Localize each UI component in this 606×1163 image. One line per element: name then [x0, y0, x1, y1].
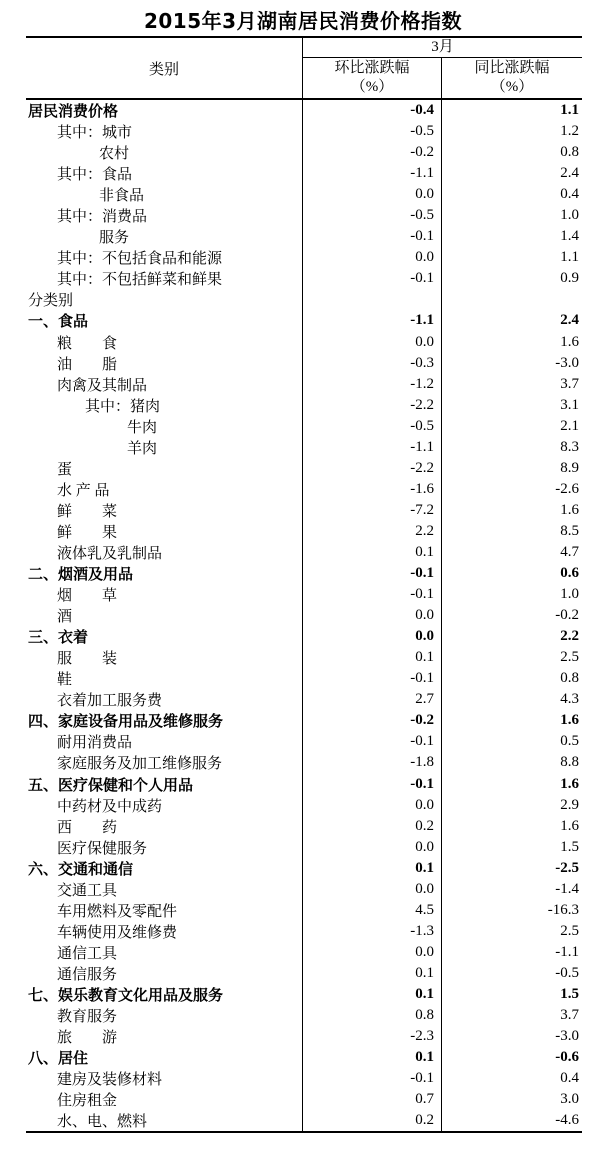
- row-label: 油 脂: [26, 353, 303, 374]
- mom-value: 0.1: [303, 858, 442, 879]
- row-label: 农村: [26, 142, 303, 163]
- cpi-table: [26, 36, 582, 1133]
- row-label: 车辆使用及维修费: [26, 921, 303, 942]
- row-label: 七、娱乐教育文化用品及服务: [26, 984, 303, 1005]
- mom-value: -1.6: [303, 479, 442, 500]
- table-row: [26, 605, 582, 626]
- yoy-value: 3.7: [560, 1007, 579, 1024]
- row-label: 五、医疗保健和个人用品: [26, 774, 303, 795]
- page-title: 2015年3月湖南居民消费价格指数: [143, 9, 463, 33]
- row-label: 分类别: [26, 289, 303, 310]
- yoy-value: 3.1: [560, 396, 579, 413]
- row-label: 交通工具: [26, 879, 303, 900]
- table-row: [26, 416, 582, 437]
- yoy-value: 0.8: [560, 144, 579, 161]
- yoy-value: 2.5: [560, 649, 579, 666]
- mom-value: 0.0: [303, 879, 442, 900]
- mom-value: 0.0: [303, 332, 442, 353]
- table-row: [26, 289, 582, 310]
- yoy-value: 1.6: [560, 501, 579, 518]
- table-row: [26, 458, 582, 479]
- table-row: [26, 858, 582, 879]
- table-row: [26, 163, 582, 184]
- table-row: [26, 900, 582, 921]
- table-row: [26, 752, 582, 773]
- table-header: [26, 38, 582, 100]
- row-label: 旅 游: [26, 1026, 303, 1047]
- table-row: [26, 184, 582, 205]
- table-row: [26, 647, 582, 668]
- row-label: 鲜 果: [26, 521, 303, 542]
- table-row: [26, 437, 582, 458]
- table-row: [26, 374, 582, 395]
- mom-value: -0.3: [303, 353, 442, 374]
- row-label: 四、家庭设备用品及维修服务: [26, 710, 303, 731]
- table-row: [26, 774, 582, 795]
- row-label: 三、衣着: [26, 626, 303, 647]
- yoy-value: 0.6: [560, 565, 579, 582]
- mom-value: -1.1: [303, 437, 442, 458]
- mom-value: 4.5: [303, 900, 442, 921]
- mom-value: 0.1: [303, 542, 442, 563]
- table-row: [26, 1110, 582, 1131]
- row-label: 通信工具: [26, 942, 303, 963]
- yoy-value: 1.1: [560, 249, 579, 266]
- row-label: 其中：不包括鲜菜和鲜果: [26, 268, 303, 289]
- row-label: 其中：食品: [26, 163, 303, 184]
- row-label: 居民消费价格: [26, 100, 303, 121]
- row-label: 医疗保健服务: [26, 837, 303, 858]
- mom-value: -1.3: [303, 921, 442, 942]
- mom-value: 0.7: [303, 1089, 442, 1110]
- yoy-value: -16.3: [547, 901, 579, 918]
- mom-value: -0.1: [303, 774, 442, 795]
- mom-value: -0.1: [303, 668, 442, 689]
- yoy-value: -0.2: [555, 607, 579, 624]
- table-row: [26, 479, 582, 500]
- table-row: [26, 205, 582, 226]
- mom-value: 0.0: [303, 184, 442, 205]
- yoy-value: 8.8: [560, 754, 579, 771]
- mom-value: 0.0: [303, 942, 442, 963]
- yoy-value: -3.0: [555, 354, 579, 371]
- table-row: [26, 521, 582, 542]
- mom-value: -1.1: [303, 310, 442, 331]
- mom-value: 0.0: [303, 247, 442, 268]
- column-header-mom: [303, 58, 442, 98]
- yoy-value: 0.9: [560, 270, 579, 287]
- table-row: [26, 1068, 582, 1089]
- mom-value: 0.0: [303, 605, 442, 626]
- table-row: [26, 247, 582, 268]
- table-row: [26, 984, 582, 1005]
- table-row: [26, 837, 582, 858]
- mom-value: -2.2: [303, 395, 442, 416]
- table-row: [26, 816, 582, 837]
- yoy-value: 2.2: [560, 628, 579, 645]
- mom-header-unit: （%）: [350, 79, 394, 95]
- yoy-value: -0.6: [555, 1049, 579, 1066]
- yoy-value: 1.5: [560, 985, 579, 1002]
- mom-value: -0.5: [303, 205, 442, 226]
- row-label: 服务: [26, 226, 303, 247]
- row-label: 烟 草: [26, 584, 303, 605]
- mom-value: 0.0: [303, 626, 442, 647]
- table-body: [26, 100, 582, 1133]
- yoy-value: 2.9: [560, 796, 579, 813]
- table-row: [26, 942, 582, 963]
- row-label: 中药材及中成药: [26, 795, 303, 816]
- yoy-value: 1.1: [560, 102, 579, 119]
- row-label: 通信服务: [26, 963, 303, 984]
- row-label: 车用燃料及零配件: [26, 900, 303, 921]
- row-label: 教育服务: [26, 1005, 303, 1026]
- row-label: 西 药: [26, 816, 303, 837]
- table-row: [26, 268, 582, 289]
- table-row: [26, 100, 582, 121]
- mom-value: -1.1: [303, 163, 442, 184]
- row-label: 其中：猪肉: [26, 395, 303, 416]
- table-row: [26, 668, 582, 689]
- row-label: 粮 食: [26, 332, 303, 353]
- yoy-value: 2.5: [560, 922, 579, 939]
- mom-value: -0.1: [303, 226, 442, 247]
- table-row: [26, 731, 582, 752]
- yoy-value: 8.3: [560, 438, 579, 455]
- yoy-value: -1.4: [555, 880, 579, 897]
- row-label: 二、烟酒及用品: [26, 563, 303, 584]
- table-row: [26, 795, 582, 816]
- mom-value: -0.1: [303, 268, 442, 289]
- yoy-value: 1.4: [560, 228, 579, 245]
- mom-value: 0.1: [303, 1047, 442, 1068]
- row-label: 建房及装修材料: [26, 1068, 303, 1089]
- table-row: [26, 626, 582, 647]
- yoy-value: -0.5: [555, 964, 579, 981]
- mom-value: -0.5: [303, 416, 442, 437]
- column-header-category: 类别: [26, 38, 303, 98]
- yoy-value: 1.2: [560, 123, 579, 140]
- yoy-value: 1.6: [560, 712, 579, 729]
- table-row: [26, 1005, 582, 1026]
- mom-value: -1.8: [303, 752, 442, 773]
- table-row: [26, 1026, 582, 1047]
- value-column-headers: [303, 58, 582, 98]
- row-label: 其中：消费品: [26, 205, 303, 226]
- mom-value: -0.4: [303, 100, 442, 121]
- mom-value: -0.5: [303, 121, 442, 142]
- yoy-value: 3.7: [560, 375, 579, 392]
- yoy-value: 3.0: [560, 1091, 579, 1108]
- row-label: 耐用消费品: [26, 731, 303, 752]
- mom-value: -0.2: [303, 142, 442, 163]
- mom-value: -1.2: [303, 374, 442, 395]
- yoy-value: 1.5: [560, 838, 579, 855]
- yoy-value: 1.6: [560, 817, 579, 834]
- yoy-value: 8.5: [560, 522, 579, 539]
- row-label: 蛋: [26, 458, 303, 479]
- mom-value: 0.8: [303, 1005, 442, 1026]
- row-label: 肉禽及其制品: [26, 374, 303, 395]
- table-row: [26, 332, 582, 353]
- yoy-value: 2.4: [560, 312, 579, 329]
- table-row: [26, 1089, 582, 1110]
- row-label: 水、电、燃料: [26, 1110, 303, 1131]
- yoy-value: 0.8: [560, 670, 579, 687]
- row-label: 液体乳及乳制品: [26, 542, 303, 563]
- yoy-value: 0.5: [560, 733, 579, 750]
- row-label: 非食品: [26, 184, 303, 205]
- yoy-value: 4.7: [560, 544, 579, 560]
- row-label: 服 装: [26, 647, 303, 668]
- yoy-value: 1.6: [560, 333, 579, 350]
- yoy-header-unit: （%）: [490, 79, 534, 95]
- table-row: [26, 689, 582, 710]
- mom-value: 2.7: [303, 689, 442, 710]
- table-row: [26, 879, 582, 900]
- mom-value: 0.0: [303, 795, 442, 816]
- table-row: [26, 500, 582, 521]
- row-label: 鞋: [26, 668, 303, 689]
- mom-value: -7.2: [303, 500, 442, 521]
- mom-value: -2.2: [303, 458, 442, 479]
- row-label: 衣着加工服务费: [26, 689, 303, 710]
- table-row: [26, 584, 582, 605]
- mom-value: 0.1: [303, 963, 442, 984]
- yoy-value: 0.4: [560, 1070, 579, 1087]
- table-row: [26, 121, 582, 142]
- mom-value: -0.1: [303, 584, 442, 605]
- row-label: 其中：城市: [26, 121, 303, 142]
- column-header-yoy: [442, 58, 582, 98]
- mom-value: [303, 289, 442, 310]
- row-label: 水 产 品: [26, 479, 303, 500]
- table-row: [26, 963, 582, 984]
- table-row: [26, 395, 582, 416]
- mom-value: -0.1: [303, 1068, 442, 1089]
- column-group-month: 3月: [303, 38, 582, 58]
- mom-value: -0.1: [303, 731, 442, 752]
- table-row: [26, 142, 582, 163]
- table-row: [26, 921, 582, 942]
- yoy-header-label: 同比涨跌幅: [474, 60, 550, 76]
- mom-value: -2.3: [303, 1026, 442, 1047]
- yoy-value: 0.4: [560, 186, 579, 203]
- row-label: 牛肉: [26, 416, 303, 437]
- mom-value: 0.0: [303, 837, 442, 858]
- row-label: 八、居住: [26, 1047, 303, 1068]
- yoy-value: -2.5: [555, 859, 579, 876]
- yoy-value: 4.3: [560, 691, 579, 708]
- yoy-value: 1.6: [560, 775, 579, 792]
- mom-value: 0.2: [303, 1110, 442, 1131]
- yoy-value: 8.9: [560, 459, 579, 476]
- yoy-value: 1.0: [560, 586, 579, 603]
- mom-value: -0.1: [303, 563, 442, 584]
- mom-value: 0.1: [303, 984, 442, 1005]
- table-row: [26, 353, 582, 374]
- table-row: [26, 1047, 582, 1068]
- mom-value: 0.2: [303, 816, 442, 837]
- mom-value: 2.2: [303, 521, 442, 542]
- yoy-value: -4.6: [555, 1112, 579, 1129]
- table-row: [26, 226, 582, 247]
- row-label: 其中：不包括食品和能源: [26, 247, 303, 268]
- table-row: [26, 310, 582, 331]
- yoy-value: -2.6: [555, 480, 579, 497]
- yoy-value: 2.1: [560, 417, 579, 434]
- row-label: 羊肉: [26, 437, 303, 458]
- table-row: [26, 542, 582, 563]
- table-row: [26, 710, 582, 731]
- row-label: 酒: [26, 605, 303, 626]
- yoy-value: 1.0: [560, 207, 579, 224]
- yoy-value: [442, 289, 582, 310]
- mom-value: 0.1: [303, 647, 442, 668]
- row-label: 住房租金: [26, 1089, 303, 1110]
- row-label: 一、食品: [26, 310, 303, 331]
- table-header-values: [303, 38, 582, 98]
- row-label: 鲜 菜: [26, 500, 303, 521]
- row-label: 六、交通和通信: [26, 858, 303, 879]
- mom-header-label: 环比涨跌幅: [334, 60, 410, 76]
- yoy-value: -3.0: [555, 1028, 579, 1045]
- yoy-value: -1.1: [555, 943, 579, 960]
- mom-value: -0.2: [303, 710, 442, 731]
- table-row: [26, 563, 582, 584]
- row-label: 家庭服务及加工维修服务: [26, 752, 303, 773]
- yoy-value: 2.4: [560, 165, 579, 182]
